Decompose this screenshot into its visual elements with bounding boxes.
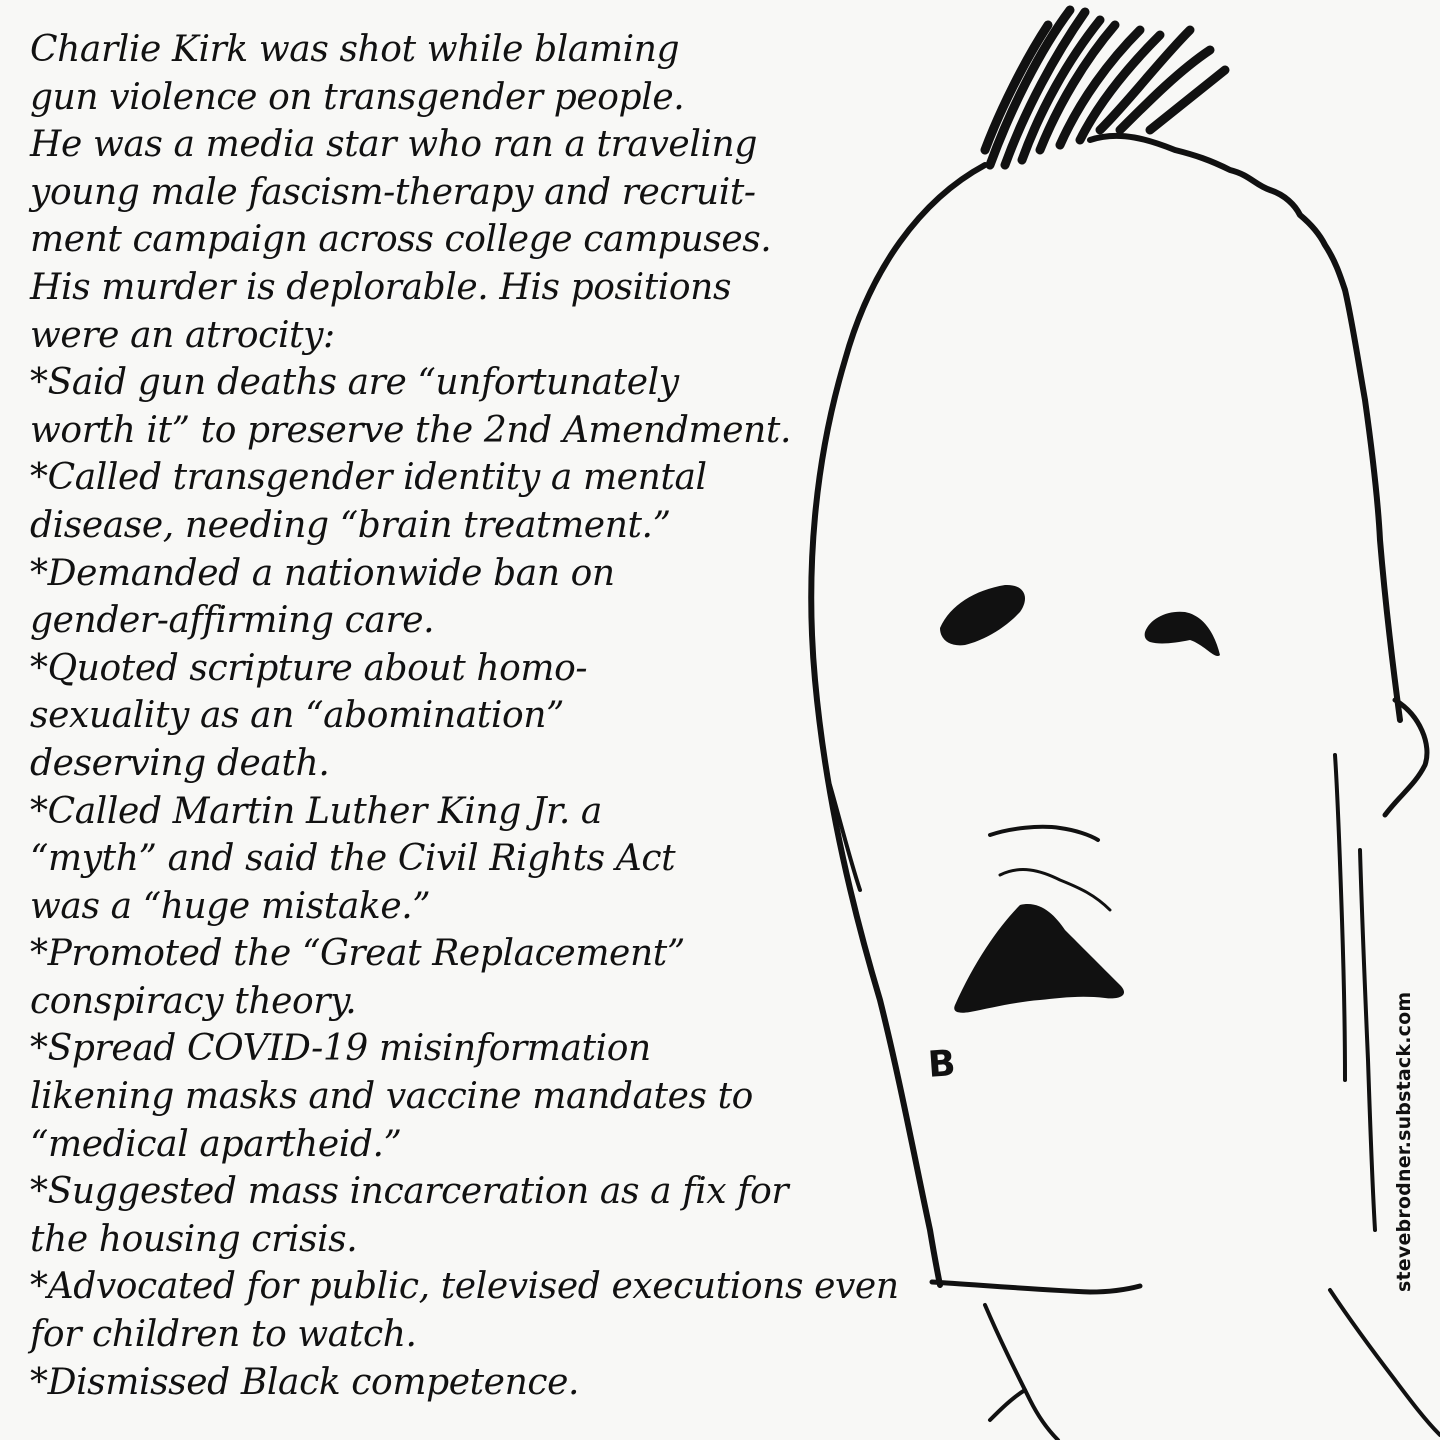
neck-line-right [1330, 1290, 1440, 1435]
caption-line: gender-affirming care. [30, 600, 435, 642]
right-cheek-line [1335, 755, 1345, 1080]
caption-line: *Said gun deaths are “unfortunately [30, 362, 679, 404]
collar-line [990, 1390, 1025, 1420]
caption-line: *Called Martin Luther King Jr. a [30, 790, 602, 832]
caption-text [30, 26, 910, 1406]
neck-line-left [985, 1305, 1058, 1440]
caption-line: deserving death. [30, 742, 330, 784]
right-jaw-line [1360, 850, 1375, 1230]
crown-line [1090, 136, 1400, 720]
left-eye [940, 585, 1025, 645]
hair-strokes [985, 10, 1225, 165]
caption-line: *Promoted the “Great Replacement” [30, 933, 685, 975]
caption-line: ment campaign across college campuses. [30, 219, 772, 261]
nose-bottom [1000, 870, 1110, 910]
nose-line [990, 827, 1098, 840]
caption-line: *Suggested mass incarceration as a fix for [30, 1171, 789, 1213]
caption-line: likening masks and vaccine mandates to [30, 1076, 753, 1118]
caption-line: were an atrocity: [30, 314, 335, 356]
moustache [954, 904, 1124, 1013]
caption-line: *Advocated for public, televised executions even [30, 1266, 899, 1308]
caption-line: He was a media star who ran a traveling [30, 124, 757, 166]
caption-line: “medical apartheid.” [30, 1123, 402, 1165]
artist-signature: B [926, 1043, 957, 1086]
caption-line: *Demanded a nationwide ban on [30, 552, 615, 594]
caption-line: conspiracy theory. [30, 980, 357, 1022]
caption-line: gun violence on transgender people. [30, 76, 685, 118]
chin-line [932, 1282, 1140, 1292]
caption-line: young male fascism-therapy and recruit- [30, 171, 756, 213]
caption-line: His murder is deplorable. His positions [30, 266, 732, 308]
caption-line: *Dismissed Black competence. [30, 1361, 580, 1403]
caption-line: *Spread COVID-19 misinformation [30, 1028, 651, 1070]
caption-line: disease, needing “brain treatment.” [30, 504, 671, 546]
caption-line: worth it” to preserve the 2nd Amendment. [30, 409, 792, 451]
ear-outline [1385, 700, 1427, 815]
caption-line: sexuality as an “abomination” [30, 695, 565, 737]
caption-line: the housing crisis. [30, 1218, 358, 1260]
caption-line: Charlie Kirk was shot while blaming [30, 29, 680, 70]
credit-url[interactable]: stevebrodner.substack.com [1393, 991, 1415, 1292]
caption-line: *Called transgender identity a mental [30, 457, 707, 499]
right-eye [1145, 612, 1220, 656]
caption-line: “myth” and said the Civil Rights Act [30, 838, 676, 880]
caption-line: *Quoted scripture about homo- [30, 647, 588, 689]
caption-line: was a “huge mistake.” [30, 885, 431, 927]
caption-line: for children to watch. [30, 1314, 417, 1356]
